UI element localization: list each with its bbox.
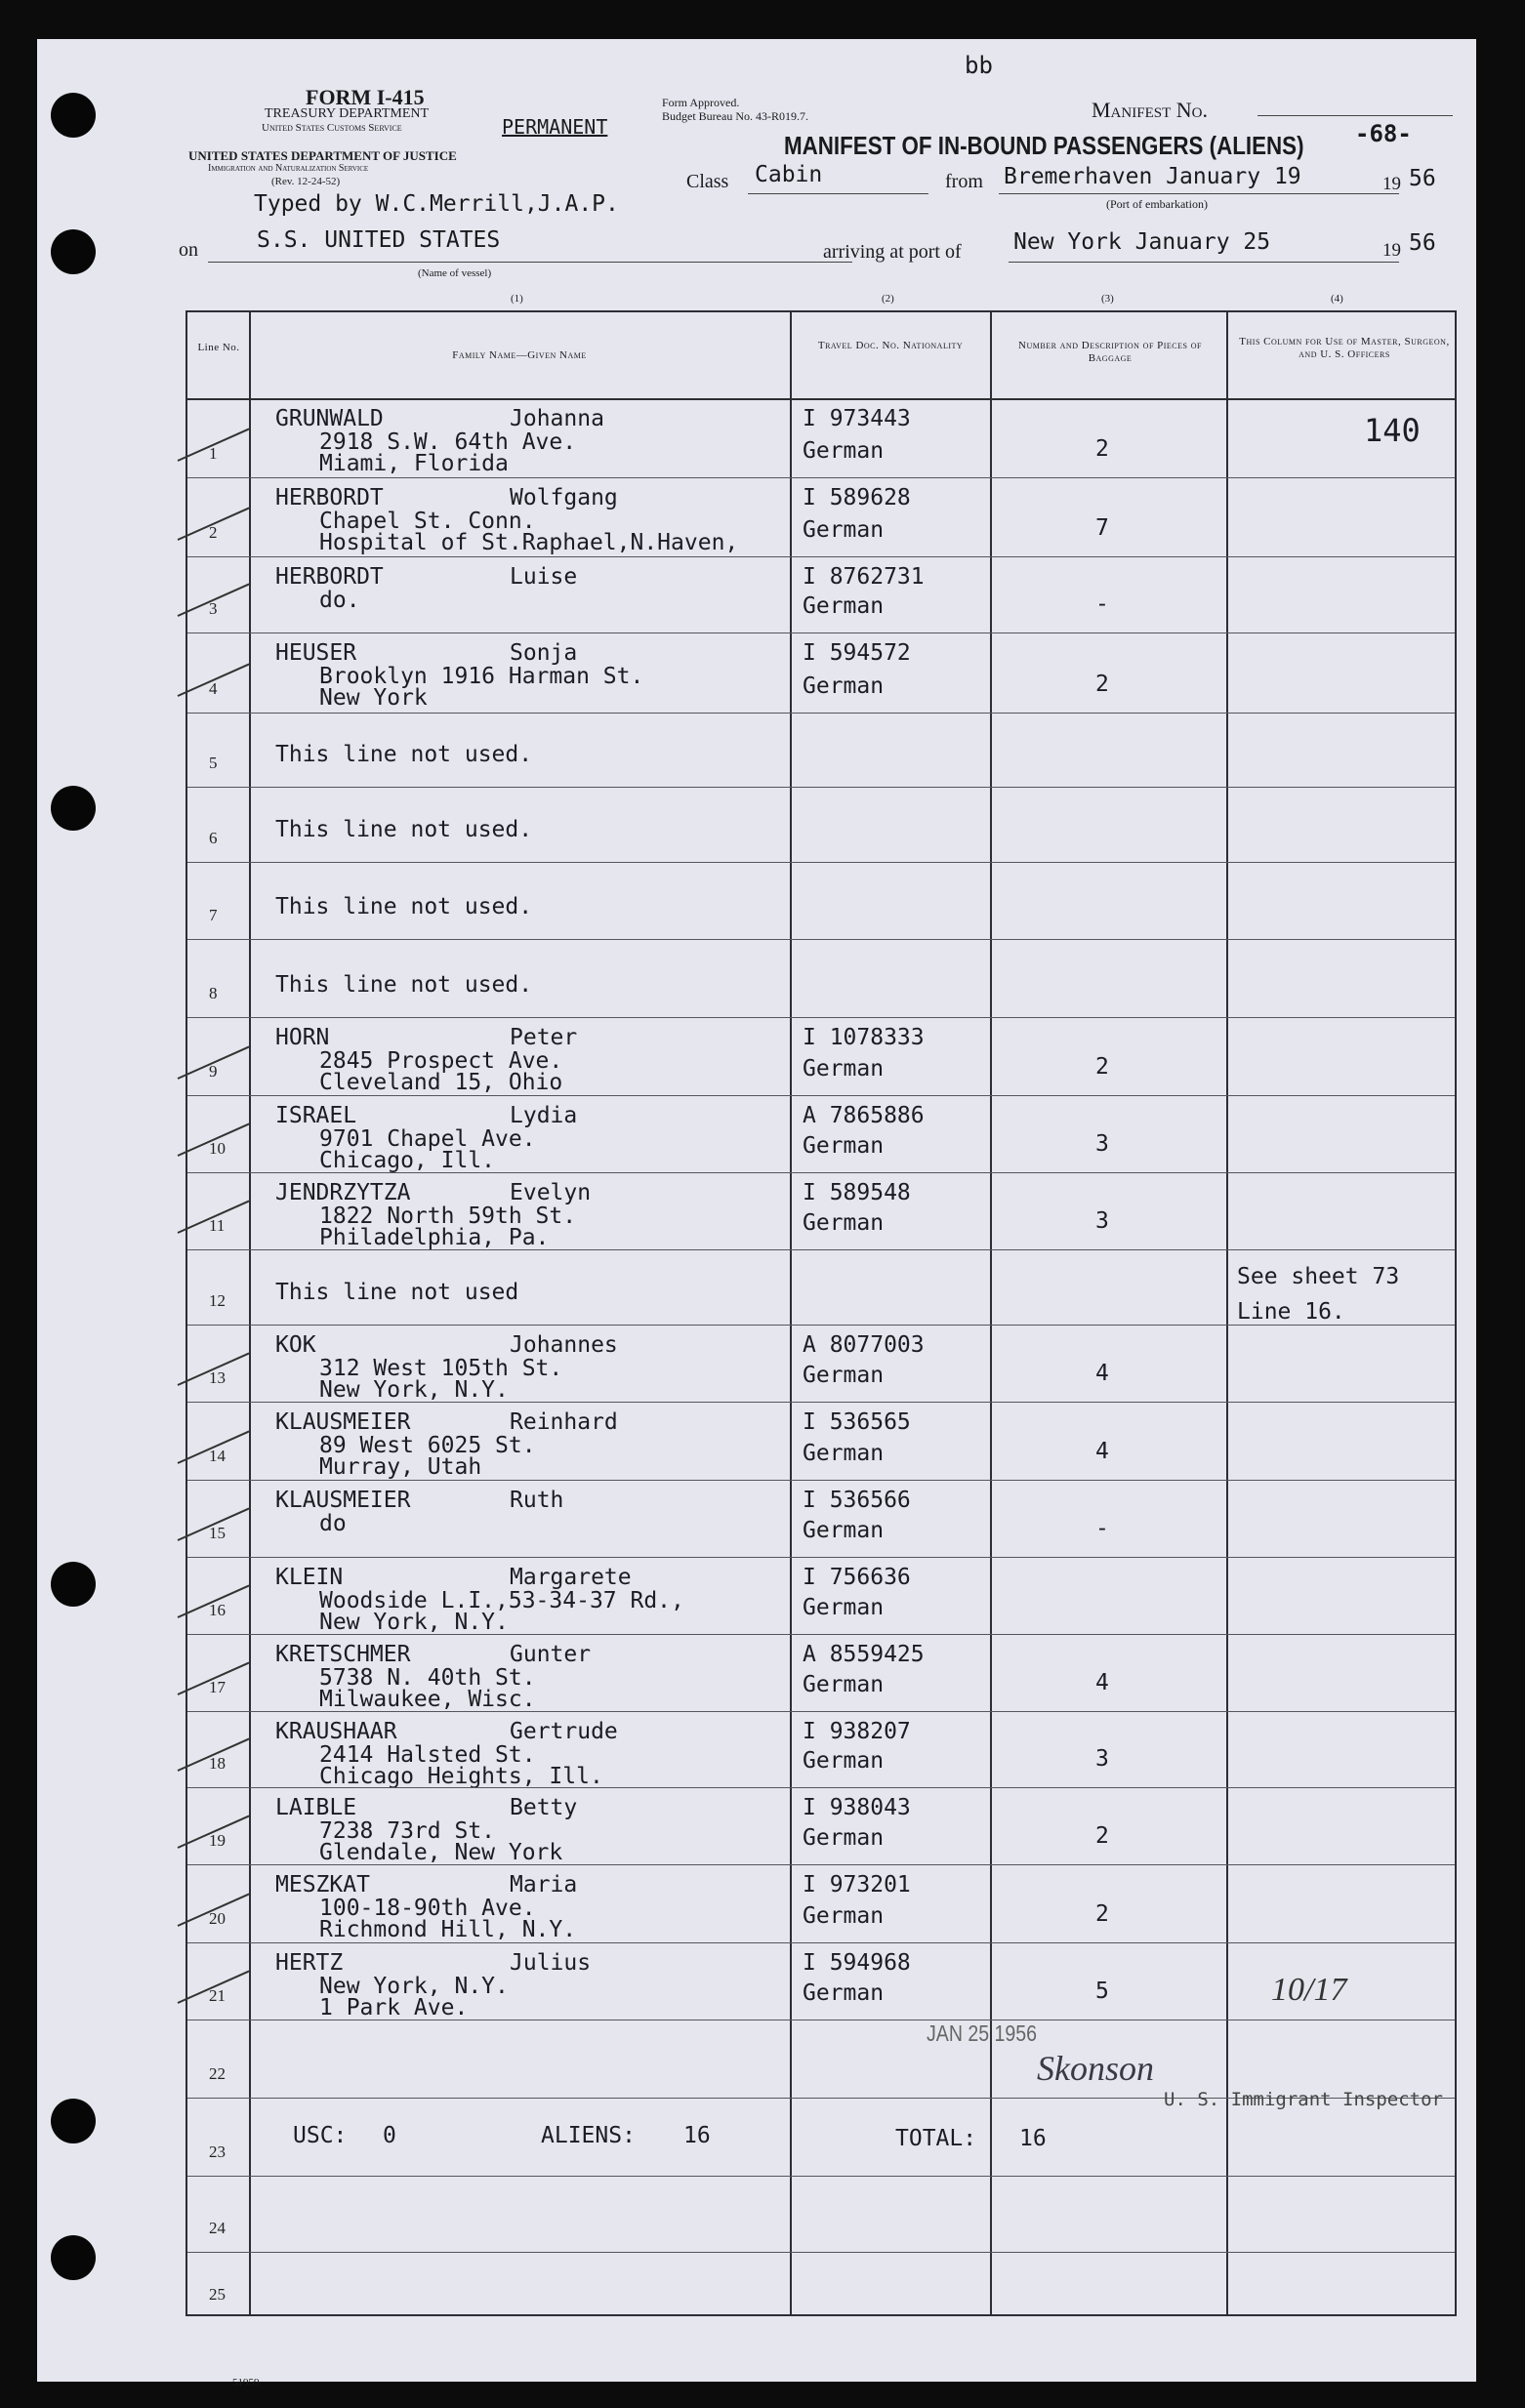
unused-line-text: This line not used. xyxy=(275,817,533,842)
travel-doc-number: A 8559425 xyxy=(803,1642,925,1667)
line-number: 17 xyxy=(209,1678,226,1696)
nationality: German xyxy=(803,673,885,699)
from-label: from xyxy=(945,171,983,192)
line-number: 14 xyxy=(209,1447,226,1465)
family-name: KLAUSMEIER xyxy=(275,1409,411,1435)
travel-doc-number: I 1078333 xyxy=(803,1025,925,1050)
given-name: Reinhard xyxy=(510,1409,618,1435)
line-number: 15 xyxy=(209,1524,226,1542)
given-name: Luise xyxy=(510,564,578,590)
given-name: Lydia xyxy=(510,1103,578,1128)
header-travel-doc: Travel Doc. No. Nationality xyxy=(817,340,964,351)
header-baggage: Number and Description of Pieces of Baggage xyxy=(1018,340,1202,364)
address-line-2: 1 Park Ave. xyxy=(319,1995,469,2020)
arr-year: 56 xyxy=(1409,230,1436,256)
family-name: KRETSCHMER xyxy=(275,1642,411,1667)
address-line-1: Chapel St. Conn. xyxy=(319,509,536,534)
unused-line-text: This line not used xyxy=(275,1280,519,1305)
nationality: German xyxy=(803,1518,885,1543)
family-name: KOK xyxy=(275,1332,316,1358)
line-number: 7 xyxy=(209,906,218,924)
family-name: HEUSER xyxy=(275,640,357,666)
address-line-1: 1822 North 59th St. xyxy=(319,1204,577,1229)
nationality: German xyxy=(803,1133,885,1159)
treasury-label: TREASURY DEPARTMENT xyxy=(265,106,430,121)
nationality: German xyxy=(803,1210,885,1236)
customs-label: United States Customs Service xyxy=(262,122,402,134)
line-number: 13 xyxy=(209,1368,226,1387)
line-number: 16 xyxy=(209,1601,226,1619)
from-year: 56 xyxy=(1409,166,1436,191)
aliens-label: ALIENS: xyxy=(541,2123,636,2148)
baggage-count: 7 xyxy=(1095,515,1109,541)
line-number: 20 xyxy=(209,1909,226,1928)
line-number: 23 xyxy=(209,2143,226,2161)
col-num-2: (2) xyxy=(882,293,894,305)
revision-label: (Rev. 12-24-52) xyxy=(271,176,341,187)
nationality: German xyxy=(803,1980,885,2006)
nationality: German xyxy=(803,1363,885,1388)
given-name: Margarete xyxy=(510,1565,632,1590)
doj-label: UNITED STATES DEPARTMENT OF JUSTICE xyxy=(188,148,457,163)
address-line-2: New York, N.Y. xyxy=(319,1610,509,1635)
address-line-1: 89 West 6025 St. xyxy=(319,1433,536,1458)
travel-doc-number: I 938207 xyxy=(803,1719,911,1744)
given-name: Betty xyxy=(510,1795,578,1820)
header-officers: This Column for Use of Master, Surgeon, and U. S. Officers xyxy=(1239,336,1450,360)
given-name: Johanna xyxy=(510,406,604,431)
line-number: 6 xyxy=(209,829,218,847)
given-name: Johannes xyxy=(510,1332,618,1358)
line-number: 8 xyxy=(209,984,218,1002)
travel-doc-number: I 8762731 xyxy=(803,564,925,590)
nationality: German xyxy=(803,1748,885,1774)
given-name: Ruth xyxy=(510,1488,564,1513)
line-number: 9 xyxy=(209,1062,218,1081)
travel-doc-number: I 589628 xyxy=(803,485,911,510)
nationality: German xyxy=(803,517,885,543)
address-line-1: Brooklyn 1916 Harman St. xyxy=(319,664,644,689)
travel-doc-number: I 973443 xyxy=(803,406,911,431)
manifest-number: -68- xyxy=(1355,120,1412,147)
top-mark: bb xyxy=(965,52,993,79)
baggage-count: 2 xyxy=(1095,436,1109,462)
travel-doc-number: I 536565 xyxy=(803,1409,911,1435)
binder-hole xyxy=(51,2099,96,2143)
footer-code: 51959 xyxy=(232,2377,260,2388)
address-line-1: 2414 Halsted St. xyxy=(319,1742,536,1768)
date-stamp: JAN 25 1956 xyxy=(927,2020,1038,2046)
baggage-count: 2 xyxy=(1095,1901,1109,1927)
travel-doc-number: I 536566 xyxy=(803,1488,911,1513)
passenger-table xyxy=(185,310,1457,2316)
given-name: Peter xyxy=(510,1025,578,1050)
nationality: German xyxy=(803,438,885,464)
address-line-2: Cleveland 15, Ohio xyxy=(319,1070,563,1095)
on-label: on xyxy=(179,239,198,261)
col-num-3: (3) xyxy=(1101,293,1114,305)
family-name: LAIBLE xyxy=(275,1795,357,1820)
travel-doc-number: I 594968 xyxy=(803,1950,911,1976)
address-line-2: Milwaukee, Wisc. xyxy=(319,1687,536,1712)
address-line-1: do. xyxy=(319,588,360,613)
line-number: 11 xyxy=(209,1216,226,1235)
family-name: HERBORDT xyxy=(275,564,384,590)
baggage-count: 2 xyxy=(1095,1823,1109,1849)
address-line-2: Richmond Hill, N.Y. xyxy=(319,1917,577,1942)
travel-doc-number: A 8077003 xyxy=(803,1332,925,1358)
officer-note: See sheet 73 Line 16. xyxy=(1237,1264,1400,1325)
binder-hole xyxy=(51,229,96,274)
family-name: KLEIN xyxy=(275,1565,344,1590)
binder-hole xyxy=(51,2235,96,2280)
baggage-count: 3 xyxy=(1095,1131,1109,1157)
baggage-count: 3 xyxy=(1095,1208,1109,1234)
form-approved: Form Approved. xyxy=(662,96,740,109)
address-line-2: Miami, Florida xyxy=(319,451,509,476)
address-line-2: Glendale, New York xyxy=(319,1840,563,1865)
baggage-count: 4 xyxy=(1095,1361,1109,1386)
officer-note: 140 xyxy=(1364,412,1421,449)
permanent-label: PERMANENT xyxy=(502,115,608,139)
arr-year-prefix: 19 xyxy=(1382,240,1401,261)
line-number: 4 xyxy=(209,679,218,698)
address-line-1: 100-18-90th Ave. xyxy=(319,1896,536,1921)
address-line-2: Chicago, Ill. xyxy=(319,1148,496,1173)
line-number: 10 xyxy=(209,1139,226,1158)
port-caption: (Port of embarkation) xyxy=(1106,197,1208,211)
form-number: FORM I-415 xyxy=(306,85,425,109)
typed-by: Typed by W.C.Merrill,J.A.P. xyxy=(254,191,619,217)
baggage-count: - xyxy=(1095,592,1109,617)
address-line-2: New York, N.Y. xyxy=(319,1377,509,1403)
nationality: German xyxy=(803,1825,885,1851)
vessel-name: S.S. UNITED STATES xyxy=(257,227,501,253)
line-number: 22 xyxy=(209,2064,226,2083)
nationality: German xyxy=(803,1903,885,1929)
col-num-1: (1) xyxy=(511,293,523,305)
total-label: TOTAL: xyxy=(895,2126,977,2151)
travel-doc-number: I 594572 xyxy=(803,640,911,666)
family-name: ISRAEL xyxy=(275,1103,357,1128)
arriving-label: arriving at port of xyxy=(823,241,962,263)
baggage-count: 4 xyxy=(1095,1439,1109,1464)
line-number: 5 xyxy=(209,754,218,772)
line-number: 3 xyxy=(209,599,218,618)
address-line-1: Woodside L.I.,53-34-37 Rd., xyxy=(319,1588,684,1613)
vessel-caption: (Name of vessel) xyxy=(418,267,492,279)
travel-doc-number: I 589548 xyxy=(803,1180,911,1205)
address-line-2: Chicago Heights, Ill. xyxy=(319,1764,603,1789)
given-name: Evelyn xyxy=(510,1180,592,1205)
address-line-2: New York xyxy=(319,685,428,711)
nationality: German xyxy=(803,1595,885,1620)
arriving-value: New York January 25 xyxy=(1013,229,1271,255)
line-number: 2 xyxy=(209,523,218,542)
class-label: Class xyxy=(686,171,729,192)
line-number: 24 xyxy=(209,2219,226,2237)
family-name: JENDRZYTZA xyxy=(275,1180,411,1205)
binder-hole xyxy=(51,93,96,138)
baggage-count: 2 xyxy=(1095,672,1109,697)
travel-doc-number: A 7865886 xyxy=(803,1103,925,1128)
from-value: Bremerhaven January 19 xyxy=(1004,164,1301,189)
header-line-no: Line No. xyxy=(197,342,240,353)
address-line-1: 5738 N. 40th St. xyxy=(319,1665,536,1691)
family-name: KLAUSMEIER xyxy=(275,1488,411,1513)
handwritten-fraction: 10/17 xyxy=(1271,1972,1347,2008)
family-name: KRAUSHAAR xyxy=(275,1719,397,1744)
usc-value: 0 xyxy=(383,2123,396,2148)
nationality: German xyxy=(803,593,885,619)
baggage-count: 4 xyxy=(1095,1670,1109,1695)
manifest-title: MANIFEST OF IN-BOUND PASSENGERS (ALIENS) xyxy=(784,131,1304,160)
header-name: Family Name—Given Name xyxy=(452,349,587,361)
unused-line-text: This line not used. xyxy=(275,894,533,919)
family-name: HERTZ xyxy=(275,1950,344,1976)
address-line-2: Philadelphia, Pa. xyxy=(319,1225,550,1250)
line-number: 1 xyxy=(209,444,218,463)
given-name: Julius xyxy=(510,1950,592,1976)
line-number: 21 xyxy=(209,1986,226,2005)
inspector-signature: Skonson xyxy=(1037,2049,1154,2088)
address-line-2: Murray, Utah xyxy=(319,1454,482,1480)
nationality: German xyxy=(803,1441,885,1466)
line-number: 25 xyxy=(209,2285,226,2304)
address-line-1: 9701 Chapel Ave. xyxy=(319,1126,536,1152)
family-name: GRUNWALD xyxy=(275,406,384,431)
usc-label: USC: xyxy=(293,2123,348,2148)
inspector-title: U. S. Immigrant Inspector xyxy=(1164,2089,1443,2110)
address-line-1: 2918 S.W. 64th Ave. xyxy=(319,429,577,455)
travel-doc-number: I 938043 xyxy=(803,1795,911,1820)
given-name: Sonja xyxy=(510,640,578,666)
travel-doc-number: I 756636 xyxy=(803,1565,911,1590)
nationality: German xyxy=(803,1056,885,1082)
aliens-value: 16 xyxy=(683,2123,711,2148)
nationality: German xyxy=(803,1672,885,1697)
line-number: 19 xyxy=(209,1831,226,1850)
given-name: Maria xyxy=(510,1872,578,1898)
class-value: Cabin xyxy=(755,162,823,187)
address-line-1: do xyxy=(319,1511,347,1536)
travel-doc-number: I 973201 xyxy=(803,1872,911,1898)
unused-line-text: This line not used. xyxy=(275,742,533,767)
binder-hole xyxy=(51,786,96,831)
family-name: MESZKAT xyxy=(275,1872,370,1898)
baggage-count: 5 xyxy=(1095,1979,1109,2004)
binder-hole xyxy=(51,1562,96,1607)
given-name: Gertrude xyxy=(510,1719,618,1744)
given-name: Gunter xyxy=(510,1642,592,1667)
address-line-1: 7238 73rd St. xyxy=(319,1818,496,1844)
baggage-count: - xyxy=(1095,1516,1109,1541)
address-line-1: New York, N.Y. xyxy=(319,1974,509,1999)
total-value: 16 xyxy=(1019,2126,1047,2151)
address-line-1: 2845 Prospect Ave. xyxy=(319,1048,563,1074)
family-name: HERBORDT xyxy=(275,485,384,510)
line-number: 18 xyxy=(209,1754,226,1773)
line-number: 12 xyxy=(209,1291,226,1310)
manifest-no-label: Manifest No. xyxy=(1092,98,1208,122)
col-num-4: (4) xyxy=(1331,293,1343,305)
budget-bureau: Budget Bureau No. 43-R019.7. xyxy=(662,109,808,123)
address-line-2: Hospital of St.Raphael,N.Haven, xyxy=(319,530,739,555)
unused-line-text: This line not used. xyxy=(275,972,533,998)
family-name: HORN xyxy=(275,1025,330,1050)
from-year-prefix: 19 xyxy=(1382,174,1401,194)
baggage-count: 3 xyxy=(1095,1746,1109,1772)
ins-label: Immigration and Naturalization Service xyxy=(208,163,369,174)
given-name: Wolfgang xyxy=(510,485,618,510)
address-line-1: 312 West 105th St. xyxy=(319,1356,563,1381)
baggage-count: 2 xyxy=(1095,1054,1109,1080)
